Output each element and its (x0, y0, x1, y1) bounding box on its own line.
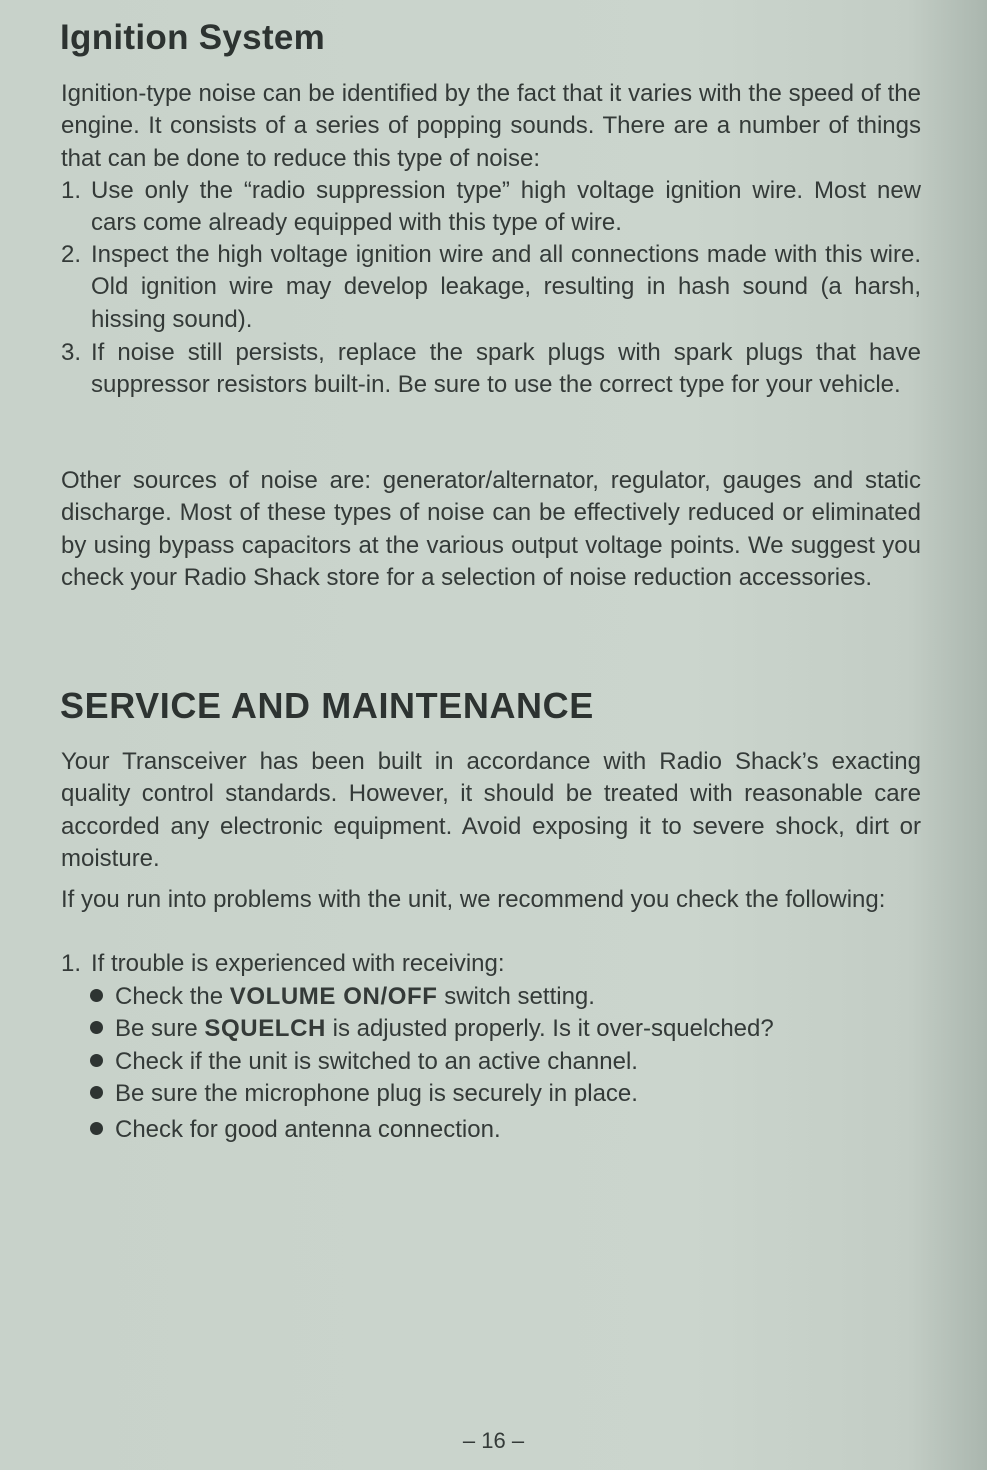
list-text: Use only the “radio suppression type” high voltage ignition wire. Most new cars come already equipped with this type of wire. (91, 177, 921, 237)
section-heading-ignition: Ignition System (60, 18, 326, 57)
bullet-dot-icon (90, 989, 103, 1002)
list-number: 1. (61, 177, 82, 204)
bullet-item-channel: Check if the unit is switched to an active channel. (90, 1046, 638, 1078)
list-number: 2. (61, 241, 82, 268)
ignition-list-item-2 (61, 239, 921, 336)
bullet-dot-icon (90, 1086, 103, 1099)
list-text: Inspect the high voltage ignition wire and all connections made with this wire. Old ignition wire may develop leakage, resulting in hash sound (a harsh, hissing sound). (91, 241, 921, 333)
list-text: If trouble is experienced with receiving: (91, 950, 505, 977)
bullet-item-antenna: Check for good antenna connection. (90, 1114, 501, 1146)
ignition-list-item-3 (61, 337, 921, 402)
service-intro-paragraph: Your Transceiver has been built in accordance with Radio Shack’s exacting quality control standards. However, it should be treated with reasonable care accorded any electronic equipment. Avoid exposing it to severe shock, dirt or moisture. (61, 748, 921, 872)
ignition-intro-paragraph: Ignition-type noise can be identified by the fact that it varies with the speed of the engine. It consists of a series of popping sounds. There are a number of things that can be done to reduce this type of noise: (61, 80, 921, 172)
list-number: 3. (61, 339, 82, 366)
bullet-dot-icon (90, 1122, 103, 1135)
list-text: If noise still persists, replace the spark plugs with spark plugs that have suppressor resistors built-in. Be sure to use the correct type for your vehicle. (91, 339, 921, 399)
control-name: SQUELCH (204, 1015, 326, 1042)
bullet-item-squelch: Be sure SQUELCH is adjusted properly. Is it over-squelched? (90, 1013, 774, 1045)
bullet-item-microphone: Be sure the microphone plug is securely in place. (90, 1078, 638, 1110)
other-noise-sources-paragraph: Other sources of noise are: generator/alternator, regulator, gauges and static discharge. Most of these types of noise can be effectively reduced or eliminated by using bypass capacitors at the various output voltage points. We suggest you check your Radio Shack store for a selection of noise reduction accessories. (61, 467, 921, 591)
section-heading-service: SERVICE AND MAINTENANCE (60, 685, 594, 726)
bullet-dot-icon (90, 1021, 103, 1034)
service-list-item-1 (61, 948, 921, 980)
bullet-dot-icon (90, 1054, 103, 1067)
bullet-item-volume: Check the VOLUME ON/OFF switch setting. (90, 981, 595, 1013)
service-problems-paragraph: If you run into problems with the unit, we recommend you check the following: (61, 886, 886, 913)
page-number: – 16 – (462, 1428, 525, 1453)
list-number: 1. (61, 950, 82, 977)
control-name: VOLUME ON/OFF (229, 983, 438, 1010)
ignition-list-item-1 (61, 175, 921, 240)
